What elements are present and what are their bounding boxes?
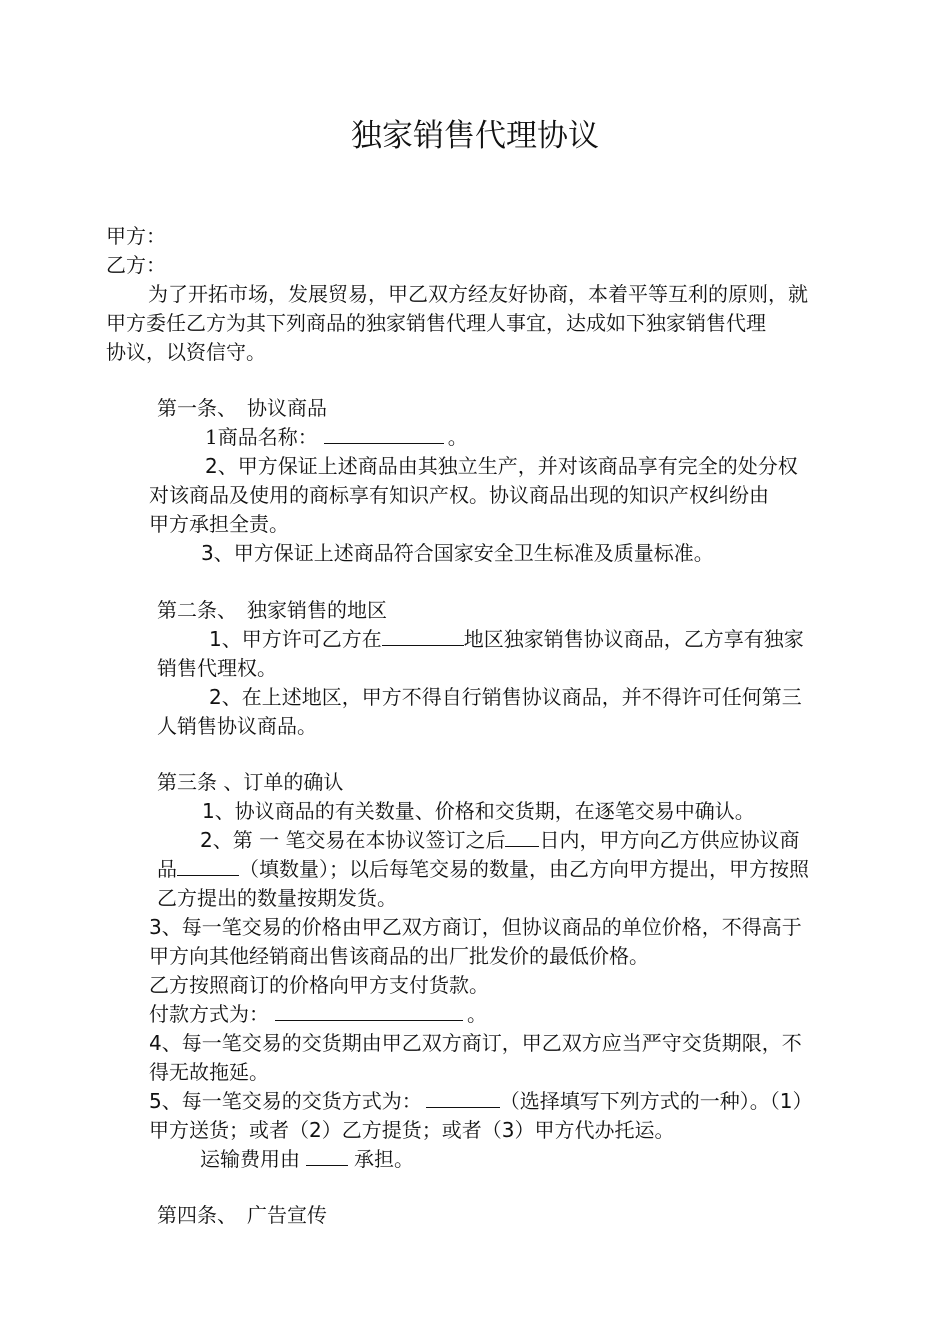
article4-heading: 第四条、 广告宣传	[157, 1203, 327, 1227]
article3-heading: 第三条 、订单的确认	[157, 770, 344, 794]
region-blank[interactable]	[382, 625, 464, 646]
article2-item1-line-2: 销售代理权。	[157, 656, 277, 680]
article1-item2-line-3: 甲方承担全责。	[149, 512, 289, 536]
article3-item2-d: （填数量）；以后每笔交易的数量，由乙方向甲方提出，甲方按照	[239, 857, 809, 881]
article3-item2-a: 2、第 一 笔交易在本协议签订之后	[200, 828, 506, 852]
article3-item3-line-3: 乙方按照商订的价格向甲方支付货款。	[149, 973, 489, 997]
article1-heading: 第一条、 协议商品	[157, 396, 327, 420]
intro-line-1: 为了开拓市场，发展贸易，甲乙双方经友好协商，本着平等互利的原则，就	[148, 282, 808, 306]
payment-method-label: 付款方式为：	[149, 1002, 269, 1026]
party-a-label: 甲方：	[106, 224, 166, 248]
days-blank[interactable]	[505, 826, 539, 847]
article2-item2-line-1: 2、在上述地区，甲方不得自行销售协议商品，并不得许可任何第三	[209, 685, 802, 709]
article2-item2-line-2: 人销售协议商品。	[157, 714, 317, 738]
article1-item1	[205, 423, 468, 452]
article3-item5-a: 5、每一笔交易的交货方式为：	[149, 1089, 422, 1113]
payment-method-end: 。	[467, 1002, 487, 1026]
article1-item2-line-2: 对该商品及使用的商标享有知识产权。协议商品出现的知识产权纠纷由	[149, 483, 769, 507]
article3-item2-line-3: 乙方提出的数量按期发货。	[157, 886, 397, 910]
freight-party-blank[interactable]	[306, 1145, 348, 1166]
article2-item1-line-1	[209, 625, 804, 654]
article1-item1-label: 商品名称：	[217, 425, 318, 449]
article2-item1-b: 地区独家销售协议商品，乙方享有独家	[463, 627, 804, 651]
delivery-method-blank[interactable]	[426, 1087, 500, 1108]
article3-item5-line-2: 甲方送货；或者（2）乙方提货；或者（3）甲方代办托运。	[149, 1118, 675, 1142]
article1-item1-end: 。	[447, 425, 468, 449]
article3-item2-c: 品	[157, 857, 177, 881]
article3-item4-line-1: 4、每一笔交易的交货期由甲乙双方商订，甲乙双方应当严守交货期限，不	[149, 1031, 802, 1055]
payment-method-blank[interactable]	[275, 1000, 463, 1021]
article3-item2-line-2	[157, 855, 809, 884]
article3-item1: 1、协议商品的有关数量、价格和交货期，在逐笔交易中确认。	[202, 799, 755, 823]
quantity-blank[interactable]	[177, 855, 239, 876]
intro-line-3: 协议，以资信守。	[106, 340, 266, 364]
article2-item1-a: 1、甲方许可乙方在	[209, 627, 382, 651]
article1-item3: 3、甲方保证上述商品符合国家安全卫生标准及质量标准。	[201, 541, 714, 565]
document-title: 独家销售代理协议	[351, 118, 599, 154]
freight-line	[200, 1145, 414, 1174]
product-name-blank[interactable]	[324, 423, 444, 444]
article3-item2-line-1	[200, 826, 799, 855]
party-b-label: 乙方：	[106, 253, 166, 277]
article1-item1-number: 1	[205, 425, 218, 449]
article3-item5-line-1	[149, 1087, 812, 1116]
article2-heading: 第二条、 独家销售的地区	[157, 598, 387, 622]
payment-method-line	[149, 1000, 487, 1029]
article3-item3-line-1: 3、每一笔交易的价格由甲乙双方商订，但协议商品的单位价格，不得高于	[149, 915, 802, 939]
freight-label: 运输费用由	[200, 1147, 300, 1171]
article3-item2-b: 日内，甲方向乙方供应协议商	[539, 828, 800, 852]
article3-item3-line-2: 甲方向其他经销商出售该商品的出厂批发价的最低价格。	[149, 944, 649, 968]
article3-item4-line-2: 得无故拖延。	[149, 1060, 269, 1084]
article1-item2-line-1: 2、甲方保证上述商品由其独立生产，并对该商品享有完全的处分权	[205, 454, 798, 478]
article3-item5-b: （选择填写下列方式的一种）。（1）	[499, 1089, 813, 1113]
freight-end: 承担。	[354, 1147, 414, 1171]
intro-line-2: 甲方委任乙方为其下列商品的独家销售代理人事宜，达成如下独家销售代理	[106, 311, 766, 335]
